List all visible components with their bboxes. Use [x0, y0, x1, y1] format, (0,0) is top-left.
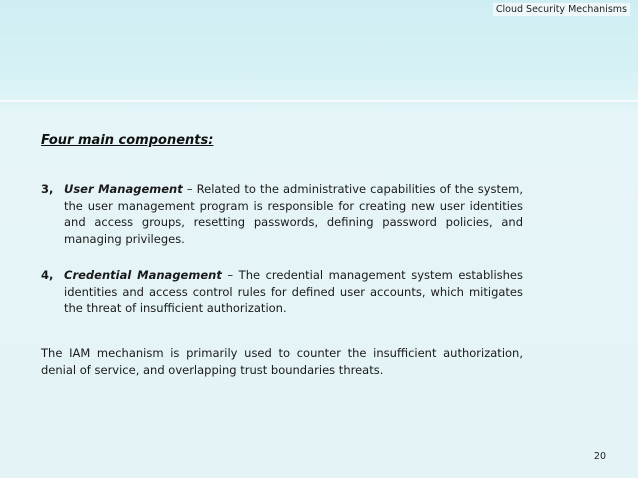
page-number: 20 — [593, 451, 606, 462]
item-number: 3, — [41, 182, 54, 196]
header-divider — [0, 100, 638, 102]
item-description: – Related to the administrative capabilities of the system, the user management program is responsible for creating new user identities and access groups, resetting passwords, defining password policies, and managing privileges. — [64, 182, 523, 246]
item-body — [64, 181, 523, 247]
item-description: – The credential management system establishes identities and access control rules for defined user accounts, which mitigates the threat of insufficient authorization. — [64, 268, 523, 315]
list-item-credential-management — [41, 267, 523, 317]
summary-paragraph: The IAM mechanism is primarily used to counter the insufficient authorization, denial of service, and overlapping trust boundaries threats. — [41, 346, 523, 377]
list-item-user-management — [41, 181, 523, 247]
item-term: User Management — [64, 182, 183, 196]
item-body — [64, 267, 523, 317]
deck-title: Cloud Security Mechanisms — [493, 3, 630, 16]
item-number: 4, — [41, 268, 54, 282]
section-heading: Four main components: — [41, 133, 214, 148]
item-term: Credential Management — [64, 268, 222, 282]
